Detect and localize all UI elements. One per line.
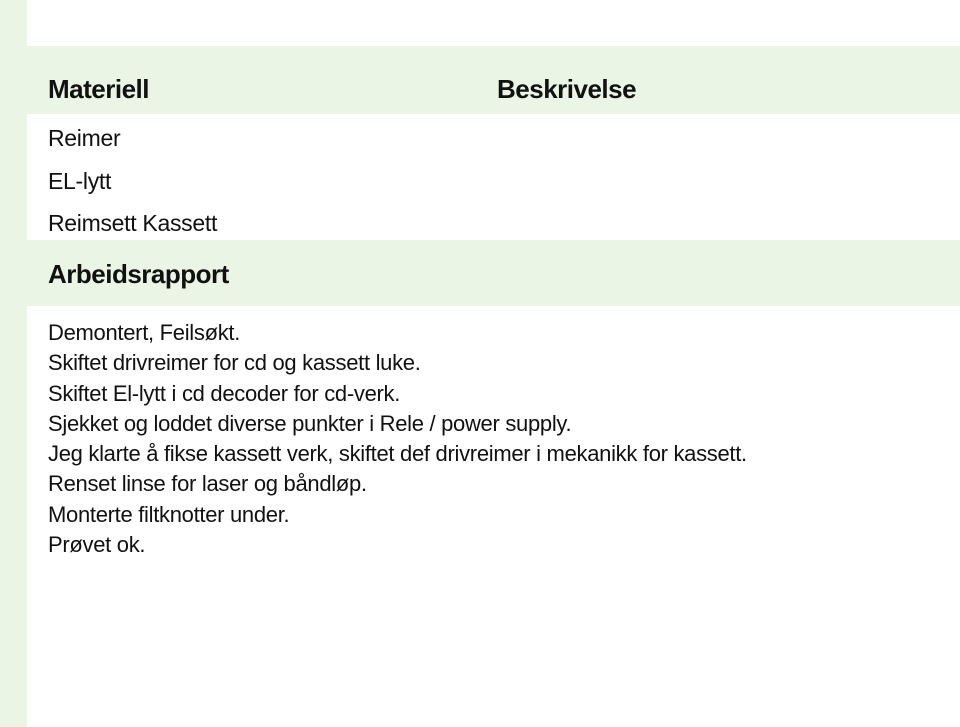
report-heading: Arbeidsrapport [48,259,229,289]
report-lines [48,318,747,560]
report-line: Demontert, Feilsøkt. [48,320,241,345]
description-column-header: Beskrivelse [497,74,637,104]
material-row-reimsett-kassett: Reimsett Kassett [48,210,218,236]
materials-column-header: Materiell [48,74,149,104]
report-line: Jeg klarte å fikse kassett verk, skiftet def drivreimer i mekanikk for kassett. [48,441,747,467]
report-line: Skiftet El-lytt i cd decoder for cd-verk. [48,380,401,406]
materials-list [48,117,217,245]
report-line: Monterte filtknotter under. [48,501,290,527]
top-panel [27,0,960,46]
report-line: Renset linse for laser og båndløp. [48,471,367,497]
report-line: Prøvet ok. [48,532,146,558]
material-row-reimer: Reimer [48,125,121,151]
report-line: Sjekket og loddet diverse punkter i Rele / power supply. [48,410,572,436]
material-row-el-lytt: EL-lytt [48,167,112,194]
report-line: Skiftet drivreimer for cd og kassett luke. [48,350,421,376]
